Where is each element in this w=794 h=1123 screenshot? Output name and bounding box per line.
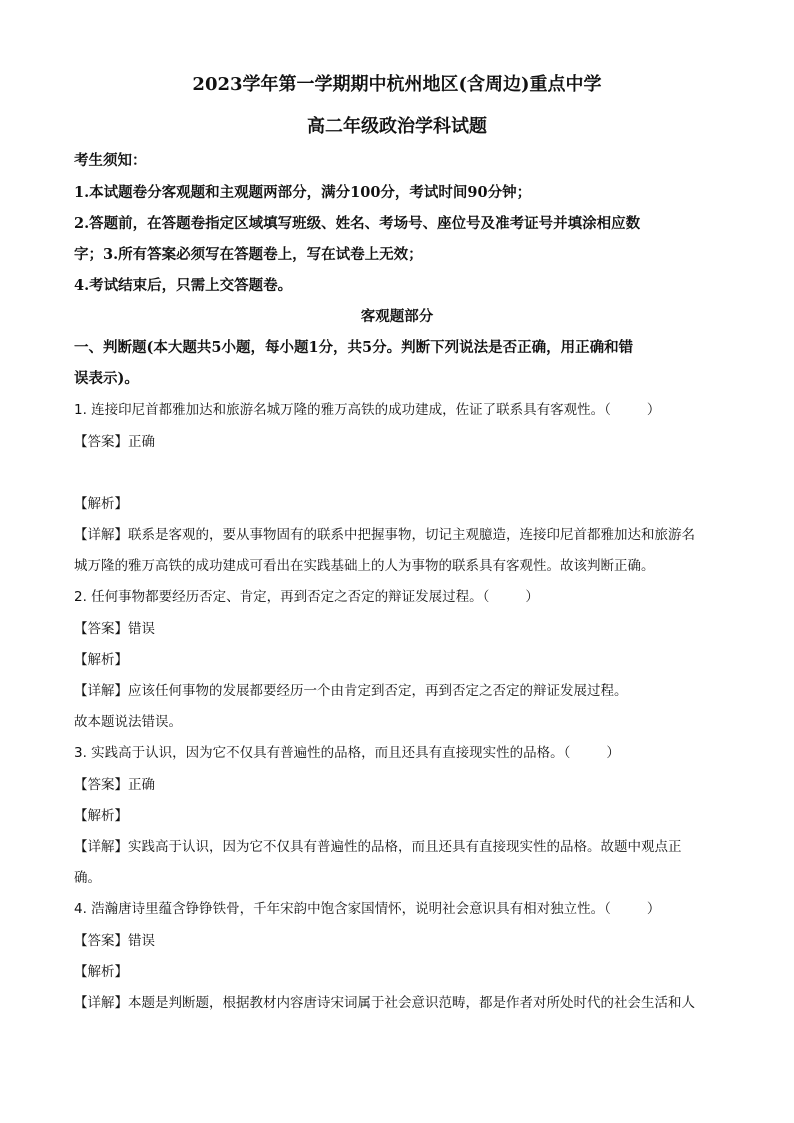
question-1-stem: [74, 400, 660, 420]
question-stem-text: 1. 连接印尼首都雅加达和旅游名城万隆的雅万高铁的成功建成，佐证了联系具有客观性。（: [74, 402, 611, 418]
question-stem-text: 2. 任何事物都要经历否定、肯定，再到否定之否定的辩证发展过程。（: [74, 589, 490, 605]
question-3-detail-cont: 确。: [74, 870, 101, 886]
question-2-answer: 【答案】错误: [74, 621, 155, 637]
exam-subtitle: 高二年级政治学科试题: [307, 116, 487, 137]
question-3-analysis: 【解析】: [74, 808, 128, 824]
question-4-detail: 【详解】本题是判断题，根据教材内容唐诗宋词属于社会意识范畴，都是作者对所处时代的社会生活和人: [74, 995, 695, 1011]
section-instruction: 一、判断题(本大题共5小题，每小题1分，共5分。判断下列说法是否正确，用正确和错: [74, 339, 634, 356]
close-paren: ）: [646, 901, 661, 917]
question-1-detail: 【详解】联系是客观的，要从事物固有的联系中把握事物，切记主观臆造，连接印尼首都雅加达和旅游名: [74, 527, 695, 543]
question-3-detail: 【详解】实践高于认识，因为它不仅具有普遍性的品格，而且还具有直接现实性的品格。故题中观点正: [74, 839, 682, 855]
section-title: 客观题部分: [360, 308, 434, 325]
exam-title: 2023学年第一学期期中杭州地区(含周边)重点中学: [192, 74, 602, 95]
close-paren: ）: [525, 589, 539, 605]
question-2-analysis: 【解析】: [74, 652, 128, 668]
question-3-answer: 【答案】正确: [74, 777, 155, 793]
question-4-stem: [74, 899, 660, 919]
section-instruction-cont: 误表示)。: [74, 370, 139, 387]
question-stem-text: 4. 浩瀚唐诗里蕴含铮铮铁骨，千年宋韵中饱含家国情怀，说明社会意识具有相对独立性。（: [74, 901, 611, 917]
notice-item-2: 2.答题前，在答题卷指定区域填写班级、姓名、考场号、座位号及准考证号并填涂相应数: [74, 215, 641, 232]
question-2-stem: [74, 587, 539, 607]
close-paren: ）: [646, 402, 661, 418]
notice-item-1: 1.本试题卷分客观题和主观题两部分，满分100分，考试时间90分钟；: [74, 184, 532, 201]
question-4-analysis: 【解析】: [74, 964, 128, 980]
notice-item-4: 4.考试结束后，只需上交答题卷。: [74, 277, 293, 294]
question-2-detail-cont: 故本题说法错误。: [74, 714, 182, 730]
question-4-answer: 【答案】错误: [74, 933, 155, 949]
notice-heading: 考生须知：: [74, 152, 147, 169]
question-stem-text: 3. 实践高于认识，因为它不仅具有普遍性的品格，而且还具有直接现实性的品格。（: [74, 745, 571, 761]
notice-item-2-cont: 字；3.所有答案必须写在答题卷上，写在试卷上无效；: [74, 246, 423, 263]
question-2-detail: 【详解】应该任何事物的发展都要经历一个由肯定到否定，再到否定之否定的辩证发展过程。: [74, 683, 628, 699]
question-1-analysis: 【解析】: [74, 496, 128, 512]
question-3-stem: [74, 743, 620, 763]
question-1-detail-cont: 城万隆的雅万高铁的成功建成可看出在实践基础上的人为事物的联系具有客观性。故该判断正确。: [74, 558, 655, 574]
close-paren: ）: [606, 745, 620, 761]
question-1-answer: 【答案】正确: [74, 434, 155, 450]
